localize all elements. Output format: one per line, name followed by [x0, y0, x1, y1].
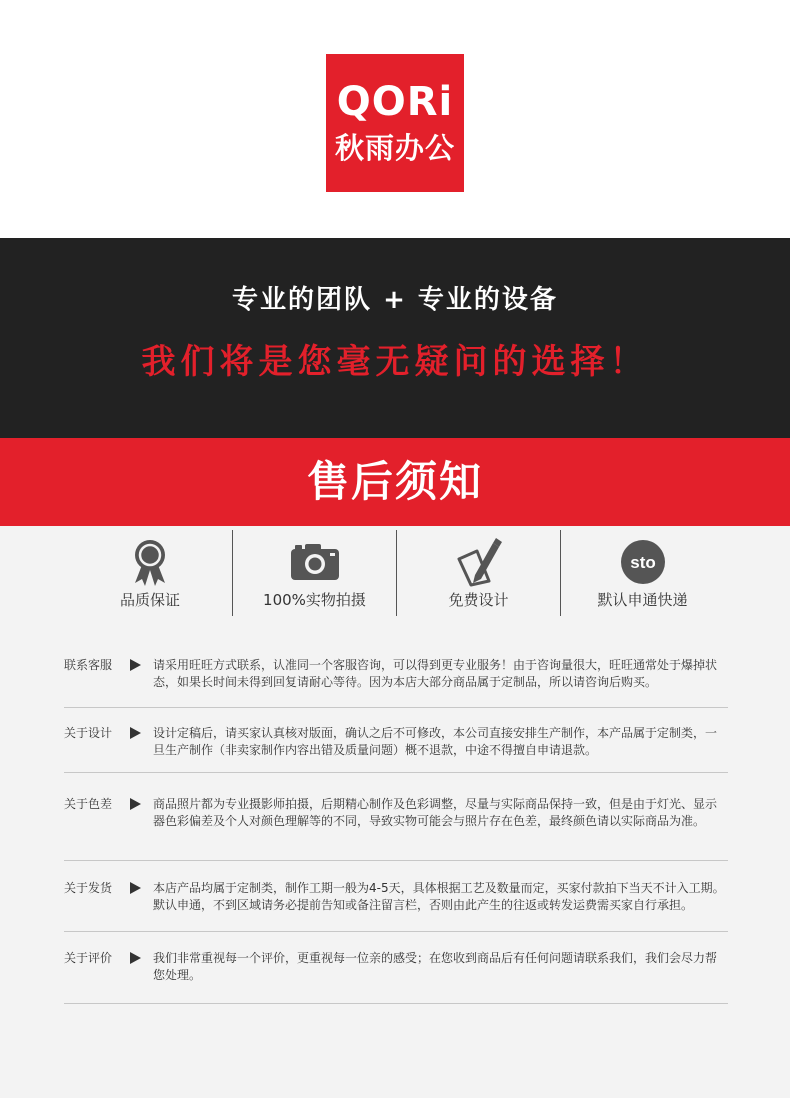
svg-text:sto: sto [629, 553, 656, 572]
notice-text: 我们非常重视每一个评价，更重视每一位亲的感受；在您收到商品后有任何问题请联系我们，我们会尽力帮您处理。 [153, 951, 718, 982]
feature-label: 100%实物拍摄 [263, 591, 366, 609]
notice-item-contact [64, 648, 728, 708]
notice-list [64, 648, 728, 1004]
play-arrow-icon [128, 796, 153, 830]
notice-item-shipping [64, 861, 728, 932]
notice-item-color [64, 773, 728, 861]
notice-title: 关于评价 [64, 951, 113, 965]
notice-title: 关于设计 [64, 726, 113, 740]
feature-label: 默认申通快递 [597, 591, 688, 609]
logo-wordmark: QORi [336, 79, 454, 125]
feature-row [68, 530, 724, 616]
slogan-line-2: 我们将是您毫无疑问的选择！ [141, 342, 649, 382]
section-title-bar [0, 438, 790, 526]
header-area [0, 0, 790, 238]
notice-title: 关于色差 [64, 797, 113, 811]
notice-item-review [64, 932, 728, 1004]
slogan-line-1: 专业的团队 + 专业的设备 [232, 285, 558, 315]
section-title: 售后须知 [306, 457, 483, 506]
award-ribbon-icon [130, 537, 170, 587]
after-sales-panel [0, 526, 790, 1098]
feature-label: 免费设计 [448, 591, 509, 609]
play-arrow-icon [128, 725, 153, 759]
play-arrow-icon [128, 950, 153, 984]
design-pen-icon [455, 537, 503, 587]
notice-text: 商品照片都为专业摄影师拍摄，后期精心制作及色彩调整，尽量与实际商品保持一致，但是由于灯光、显示器色彩偏差及个人对颜色理解等的不同，导致实物可能会与照片存在色差，最终颜色请以实际商品为准。 [153, 797, 718, 828]
feature-photo [232, 530, 396, 616]
logo-chinese-name: 秋雨办公 [334, 131, 455, 165]
notice-title: 联系客服 [64, 658, 113, 672]
notice-text: 设计定稿后，请买家认真核对版面，确认之后不可修改，本公司直接安排生产制作，本产品属于定制类，一旦生产制作（非卖家制作内容出错及质量问题）概不退款，中途不得擅自申请退款。 [153, 726, 718, 757]
notice-item-design [64, 708, 728, 773]
brand-logo [326, 54, 464, 192]
notice-text: 本店产品均属于定制类，制作工期一般为4-5天，具体根据工艺及数量而定，买家付款拍下当天不计入工期。默认申通，不到区域请务必提前告知或备注留言栏，否则由此产生的往返或转发运费需买家自行承担。 [153, 881, 725, 912]
feature-label: 品质保证 [119, 591, 180, 609]
play-arrow-icon [128, 880, 153, 914]
feature-shipping [560, 530, 724, 616]
feature-design [396, 530, 560, 616]
play-arrow-icon [128, 657, 153, 691]
feature-quality [68, 530, 232, 616]
camera-icon [289, 542, 341, 582]
notice-text: 请采用旺旺方式联系，认准同一个客服咨询，可以得到更专业服务！由于咨询量很大，旺旺通常处于爆掉状态，如果长时间未得到回复请耐心等待。因为本店大部分商品属于定制品，所以请咨询后购买。 [153, 658, 718, 689]
notice-title: 关于发货 [64, 881, 113, 895]
slogan-banner [0, 238, 790, 438]
sto-logo-icon [620, 539, 666, 585]
